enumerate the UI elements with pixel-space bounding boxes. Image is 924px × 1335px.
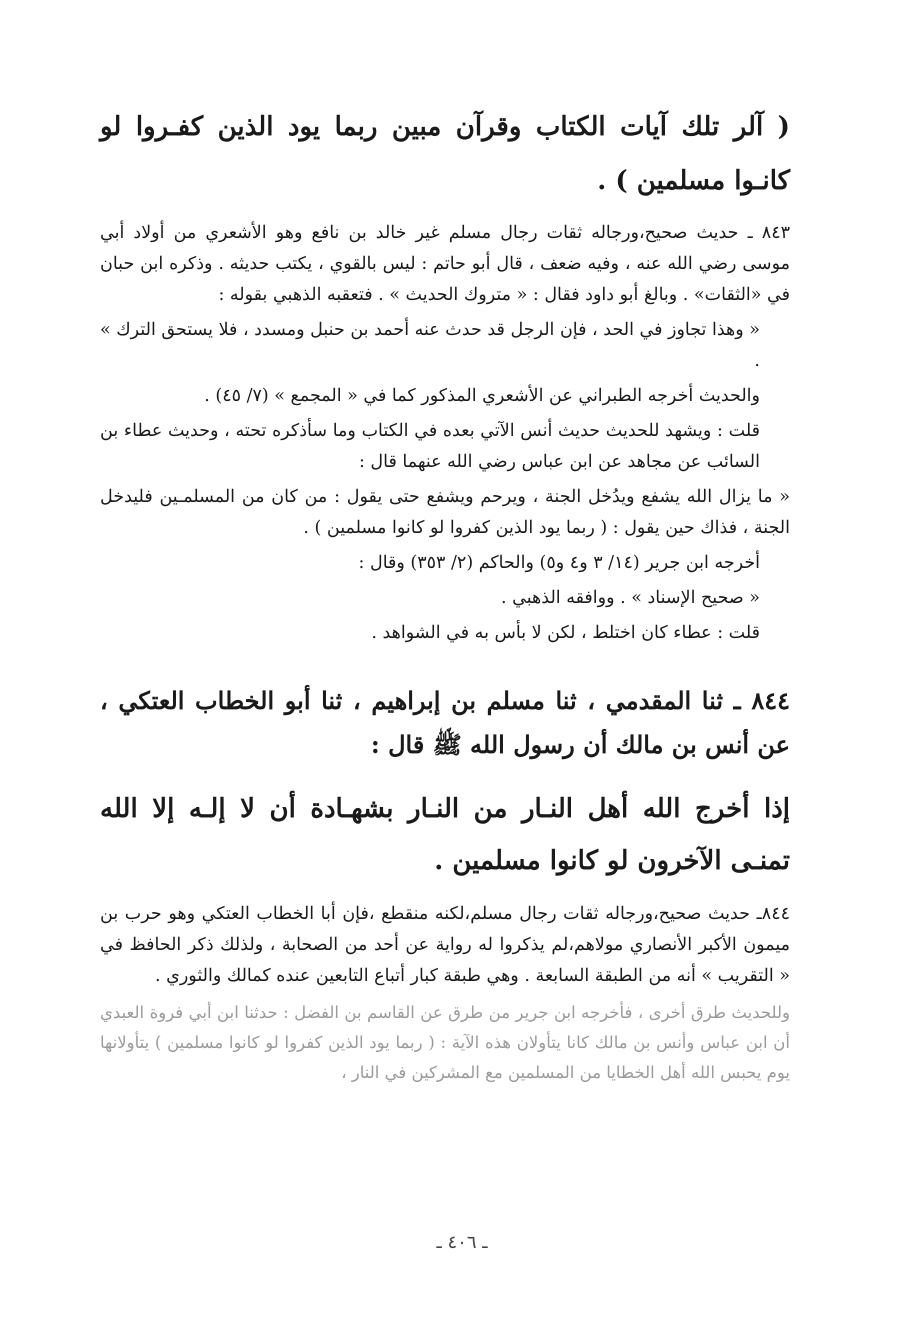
hadith-844-matn: إذا أخرج الله أهل النـار من النـار بشهـادة أن لا إلـه إلا الله تمنـى الآخرون لو كانوا مسلمين . bbox=[100, 794, 790, 876]
note-843-intro: ٨٤٣ ـ حديث صحيح،ورجاله ثقات رجال مسلم غير خالد بن نافع وهو الأشعري من أولاد أبي موسى رضي الله عنه ، وفيه ضعف ، قال أبو حاتم : ليس بالقوي ، يكتب حديثه . وذكره ابن حبان في «الثقات» . وبالغ أبو داود فقال : « متروك الحديث » . فتعقبه الذهبي بقوله : bbox=[100, 223, 790, 305]
hadith-844-isnad: ٨٤٤ ـ ثنا المقدمي ، ثنا مسلم بن إبراهيم ، ثنا أبو الخطاب العتكي ، عن أنس بن مالك أن رسول الله ﷺ قال : bbox=[100, 686, 790, 759]
note-843-takhrij: أخرجه ابن جرير (١٤/ ٣ و٤ و٥) والحاكم (٢/ ٣٥٣) وقال : bbox=[358, 553, 760, 573]
note-843-witness: قلت : ويشهد للحديث حديث أنس الآتي بعده في الكتاب وما سأذكره تحته ، وحديث عطاء بن السائب عن مجاهد عن ابن عباس رضي الله عنهما قال : bbox=[100, 421, 760, 472]
note-843-ibn-abbas-text: « ما يزال الله يشفع ويدُخل الجنة ، ويرحم ويشفع حتى يقول : من كان من المسلمـين فليدخل الجنة ، فذاك حين يقول : ( ربما يود الذين كفروا لو كانوا مسلمين ) . bbox=[100, 487, 790, 538]
note-843-tabarani: والحديث أخرجه الطبراني عن الأشعري المذكور كما في « المجمع » (٧/ ٤٥) . bbox=[204, 386, 760, 406]
note-843-hakim-grading: « صحيح الإسناد » . ووافقه الذهبي . bbox=[501, 588, 760, 608]
quranic-verse: ( آلر تلك آيات الكتاب وقرآن مبين ربما يود الذين كفـروا لو كانـوا مسلمين ) . bbox=[100, 112, 790, 196]
page-number: ـ ٤٠٦ ـ bbox=[436, 1232, 488, 1253]
note-843-dhahabi-quote: « وهذا تجاوز في الحد ، فإن الرجل قد حدث عنه أحمد بن حنبل ومسدد ، فلا يستحق الترك » . bbox=[99, 320, 760, 371]
note-843-ata-remark: قلت : عطاء كان اختلط ، لكن لا بأس به في الشواهد . bbox=[371, 623, 760, 643]
note-844-other-routes: وللحديث طرق أخرى ، فأخرجه ابن جرير من طرق عن القاسم بن الفضل : حدثنا ابن أبي فروة العبدي أن ابن عباس وأنس بن مالك كانا يتأولان هذه الآية : ( ربما يود الذين كفروا لو كانوا مسلمين ) يتأولانها يوم يحبس الله أهل الخطايا من المسلمين مع المشركين في النار ، bbox=[100, 1003, 790, 1082]
note-844-grading: ٨٤٤ـ حديث صحيح،ورجاله ثقات رجال مسلم،لكنه منقطع ،فإن أبا الخطاب العتكي وهو حرب بن ميمون الأكبر الأنصاري مولاهم،لم يذكروا له رواية عن أحد من الصحابة ، ولذلك ذكر الحافظ في « التقريب » أنه من الطبقة السابعة . وهي طبقة كبار أتباع التابعين عنده كمالك والثوري . bbox=[100, 904, 790, 986]
page-body bbox=[100, 100, 790, 1092]
